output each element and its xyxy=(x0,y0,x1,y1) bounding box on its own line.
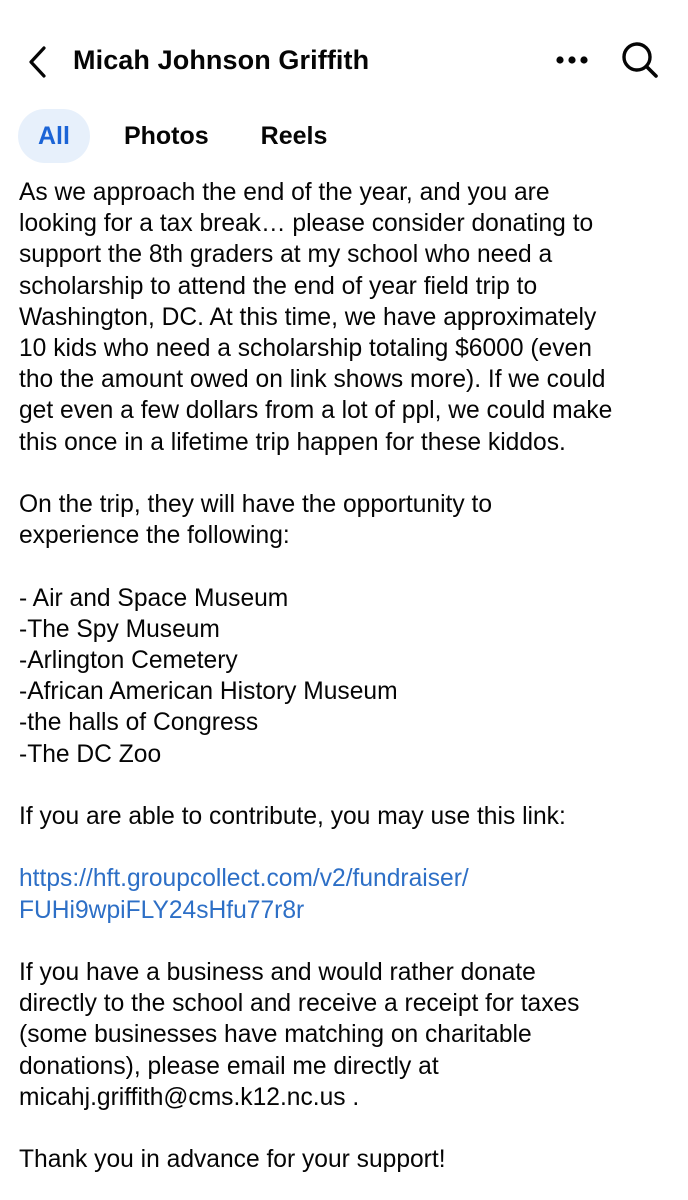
destinations-list xyxy=(19,583,679,770)
fundraiser-link[interactable]: https://hft.groupcollect.com/v2/fundraiser/ FUHi9wpiFLY24sHfu77r8r xyxy=(19,865,469,924)
more-dots-icon xyxy=(555,55,589,65)
back-button[interactable] xyxy=(18,40,58,84)
post-paragraph-thanks: Thank you in advance for your support! xyxy=(19,1146,446,1174)
search-button[interactable] xyxy=(618,38,662,82)
list-item: -the halls of Congress xyxy=(19,709,259,737)
top-bar xyxy=(0,0,688,118)
list-item: -The Spy Museum xyxy=(19,615,220,643)
post-paragraph-intro: As we approach the end of the year, and you are looking for a tax break… please consider donating to support the 8th graders at my school who need a scholarship to attend the end of year field trip to Washington, DC. At this time, we have approximately 10 kids who need a scholarship totaling $6000 (even tho the amount owed on link shows more). If we could get even a few dollars from a lot of ppl, we could make this once in a lifetime trip happen for these kiddos. xyxy=(19,179,613,456)
post-body xyxy=(19,177,679,1175)
list-item: - Air and Space Museum xyxy=(19,584,289,612)
tab-all[interactable]: All xyxy=(18,109,90,163)
list-item: -African American History Museum xyxy=(19,678,398,706)
list-item: -The DC Zoo xyxy=(19,740,162,768)
profile-name: Micah Johnson Griffith xyxy=(73,45,370,75)
tab-photos[interactable]: Photos xyxy=(123,122,209,150)
tab-reels[interactable]: Reels xyxy=(260,122,328,150)
post-paragraph-business: If you have a business and would rather donate directly to the school and receive a receipt for taxes (some businesses have matching on charitable donations), please email me directly at micahj.griffith@cms.k12.nc.us . xyxy=(19,959,580,1111)
post-paragraph-contribute: If you are able to contribute, you may use this link: xyxy=(19,803,566,831)
more-options-button[interactable] xyxy=(552,40,592,80)
filter-tabs xyxy=(18,108,349,164)
post-paragraph-trip: On the trip, they will have the opportunity to experience the following: xyxy=(19,491,493,550)
list-item: -Arlington Cemetery xyxy=(19,647,238,675)
search-icon xyxy=(620,40,660,80)
chevron-left-icon xyxy=(27,45,49,79)
